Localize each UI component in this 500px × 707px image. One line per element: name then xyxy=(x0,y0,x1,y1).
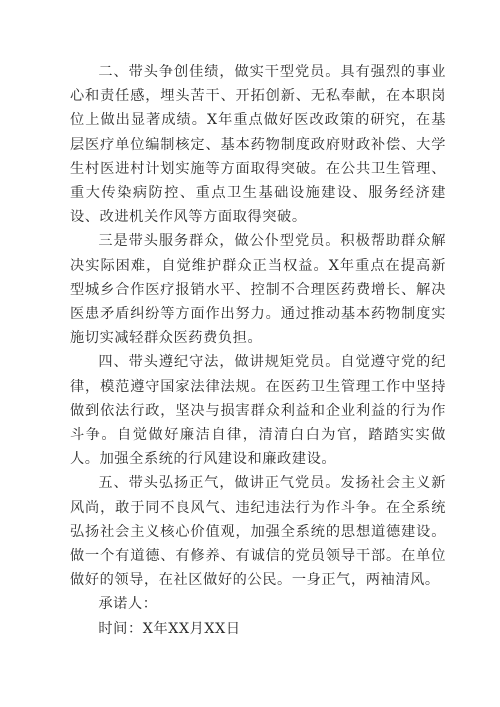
date-line: 时间：X年XX月XX日 xyxy=(98,620,241,637)
paragraph-3: 三是带头服务群众，做公仆型党员。积极帮助群众解决实际困难，自觉维护群众正当权益。X年重点在提高新型城乡合作医疗报销水平、控制不合理医药费增长、解决医患矛盾纠纷等方面作出努力。通过推动基本药物制度实施切实减轻群众医药费负担。 xyxy=(70,233,446,347)
signature-label: 承诺人： xyxy=(98,596,158,613)
paragraph-4: 四、带头遵纪守法，做讲规矩党员。自觉遵守党的纪律，模范遵守国家法律法规。在医药卫生管理工作中坚持做到依法行政，坚决与损害群众利益和企业利益的行为作斗争。自觉做好廉洁自律，清清白白为官，踏踏实实做人。加强全系统的行风建设和廉政建设。 xyxy=(70,354,446,468)
paragraph-5: 五、带头弘扬正气，做讲正气党员。发扬社会主义新风尚，敢于同不良风气、违纪违法行为作斗争。在全系统弘扬社会主义核心价值观，加强全系统的思想道德建设。做一个有道德、有修养、有诚信的党员领导干部。在单位做好的领导，在社区做好的公民。一身正气，两袖清风。 xyxy=(70,475,446,589)
document-body xyxy=(70,60,446,641)
paragraph-2: 二、带头争创佳绩，做实干型党员。具有强烈的事业心和责任感，埋头苦干、开拓创新、无私奉献，在本职岗位上做出显著成绩。X年重点做好医改政策的研究，在基层医疗单位编制核定、基本药物制度政府财政补偿、大学生村医进村计划实施等方面取得突破。在公共卫生管理、重大传染病防控、重点卫生基础设施建设、服务经济建设、改进机关作风等方面取得突破。 xyxy=(70,64,446,226)
